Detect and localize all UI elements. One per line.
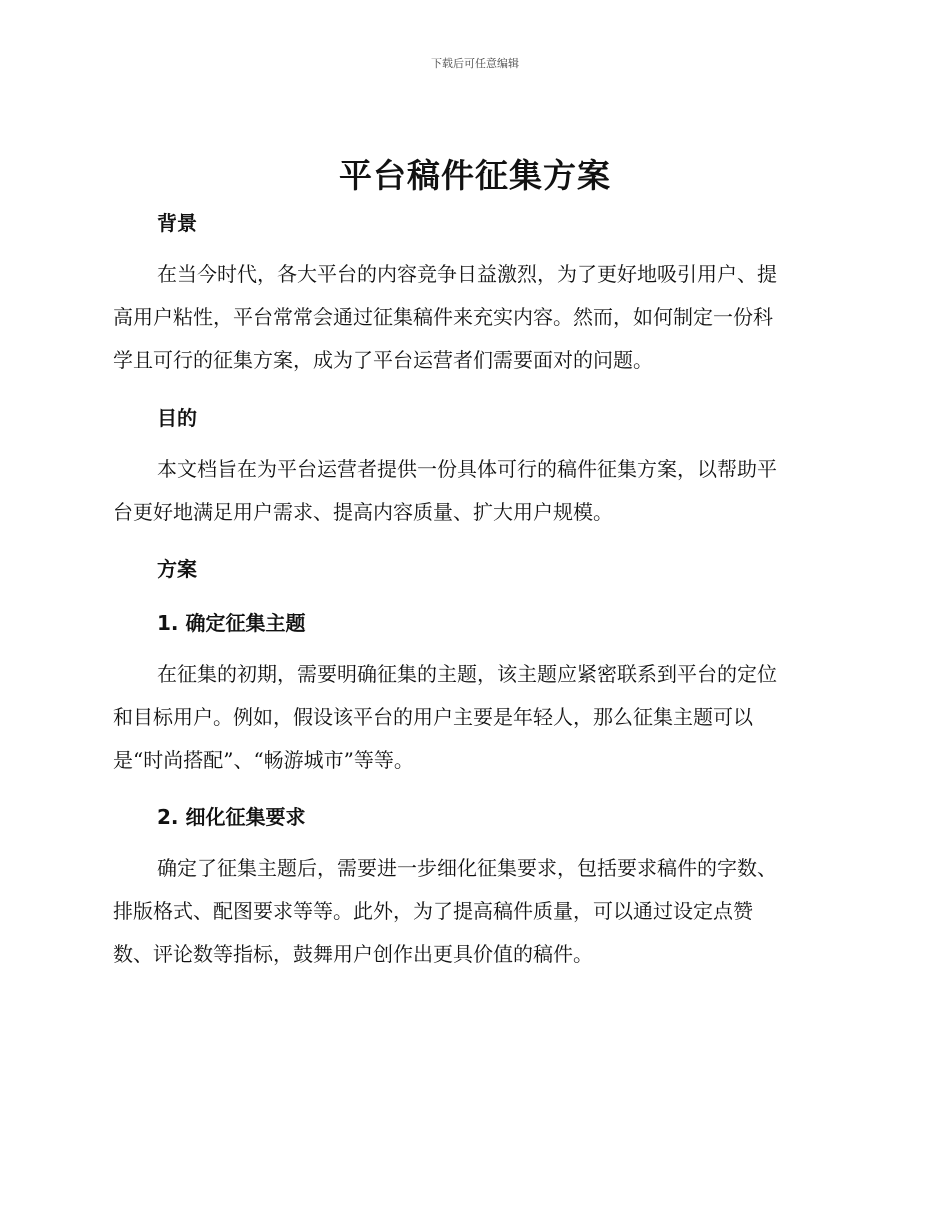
paragraph-line: 在当今时代，各大平台的内容竞争日益激烈，为了更好地吸引用户、提 xyxy=(157,262,777,286)
paragraph-line: 是“时尚搭配”、“畅游城市”等等。 xyxy=(113,748,414,772)
section-heading-purpose: 目的 xyxy=(157,406,197,430)
paragraph-line: 排版格式、配图要求等等。此外，为了提高稿件质量，可以通过设定点赞 xyxy=(113,899,753,923)
paragraph-line: 高用户粘性，平台常常会通过征集稿件来充实内容。然而，如何制定一份科 xyxy=(113,305,773,329)
section-heading-plan: 方案 xyxy=(157,557,197,581)
paragraph-background xyxy=(113,253,835,382)
paragraph-purpose xyxy=(113,448,835,534)
document-title: 平台稿件征集方案 xyxy=(339,156,611,195)
paragraph-line: 学且可行的征集方案，成为了平台运营者们需要面对的问题。 xyxy=(113,348,653,372)
page-header-note: 下载后可任意编辑 xyxy=(431,57,519,70)
paragraph-line: 台更好地满足用户需求、提高内容质量、扩大用户规模。 xyxy=(113,500,613,524)
paragraph-requirements xyxy=(113,847,835,976)
paragraph-line: 数、评论数等指标，鼓舞用户创作出更具价值的稿件。 xyxy=(113,942,593,966)
paragraph-line: 和目标用户。例如，假设该平台的用户主要是年轻人，那么征集主题可以 xyxy=(113,705,753,729)
subsection-heading-requirements: 2. 细化征集要求 xyxy=(157,805,306,829)
paragraph-theme xyxy=(113,653,835,782)
paragraph-line: 确定了征集主题后，需要进一步细化征集要求，包括要求稿件的字数、 xyxy=(157,856,777,880)
paragraph-line: 本文档旨在为平台运营者提供一份具体可行的稿件征集方案，以帮助平 xyxy=(157,457,777,481)
section-heading-background: 背景 xyxy=(157,211,197,235)
paragraph-line: 在征集的初期，需要明确征集的主题，该主题应紧密联系到平台的定位 xyxy=(157,662,777,686)
subsection-heading-theme: 1. 确定征集主题 xyxy=(157,611,306,635)
